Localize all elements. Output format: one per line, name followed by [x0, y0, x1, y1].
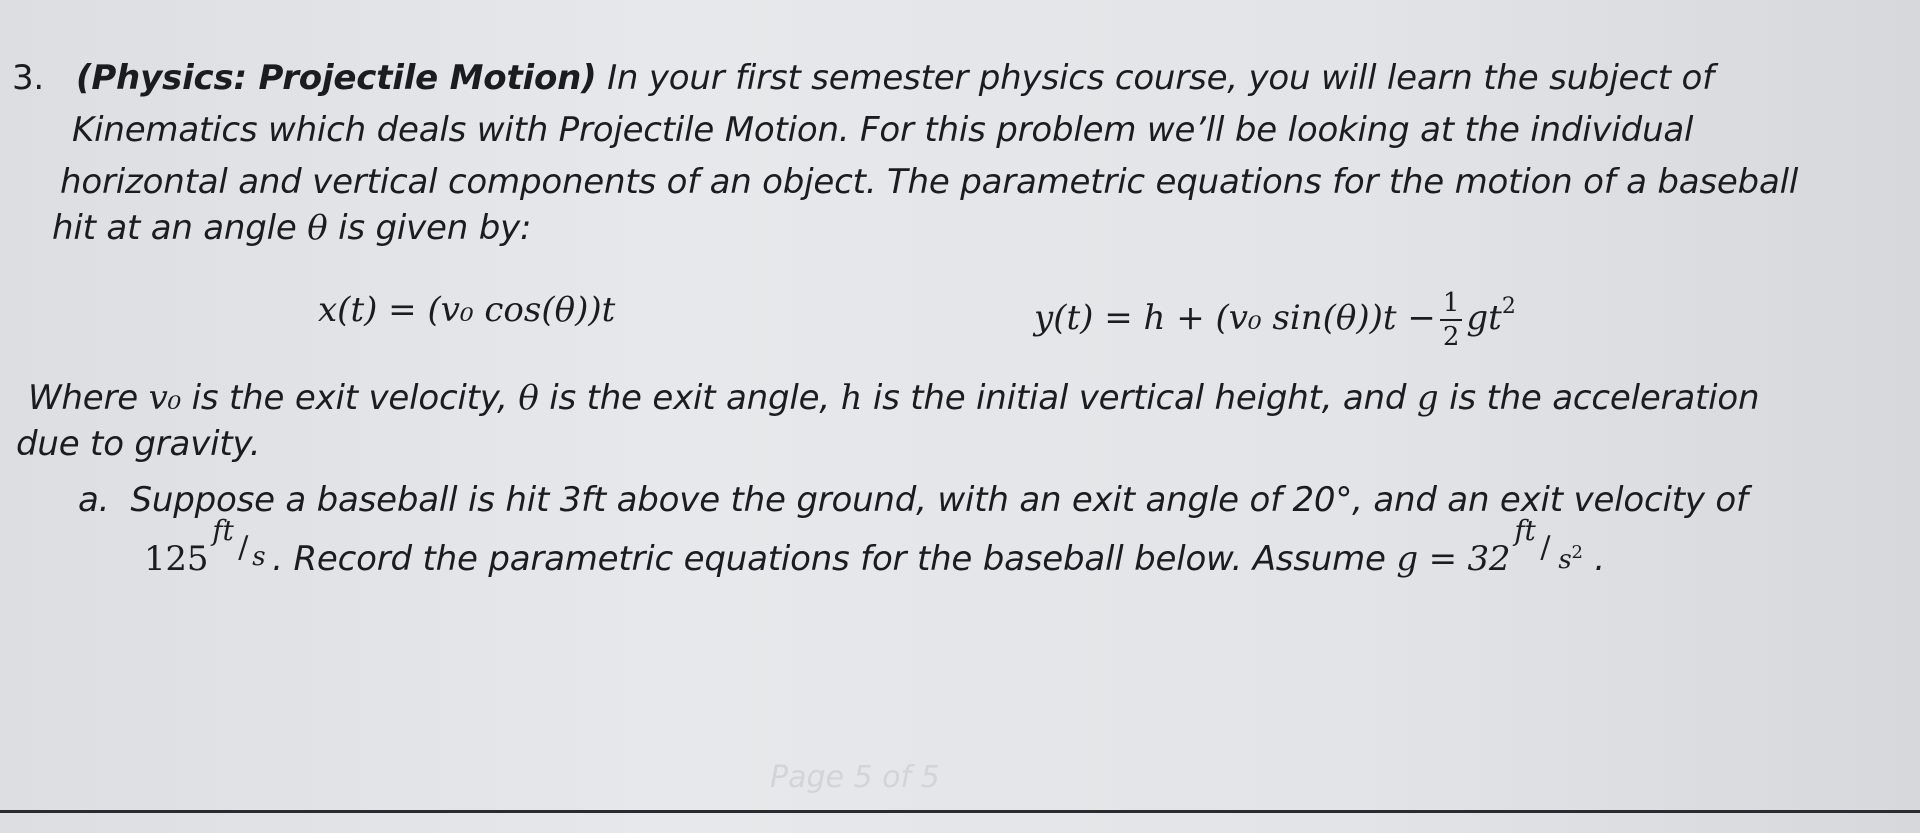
theta-symbol: θ [307, 208, 328, 248]
page-footer: Page 5 of 5 [770, 760, 940, 795]
fraction-numerator: 1 [1440, 290, 1463, 321]
ft-per-s2-unit [1510, 514, 1594, 575]
def-text-2: is the exit velocity, [181, 378, 519, 418]
problem-intro-line-3: horizontal and vertical components of an object. The parametric equations for the motion of a baseball [60, 162, 1799, 202]
part-a-line-2 [144, 514, 1605, 579]
problem-intro-line-1 [76, 58, 1714, 98]
ft-per-s-unit [208, 514, 272, 572]
definitions-line-2: due to gravity. [16, 424, 261, 464]
y-equation [1034, 290, 1516, 350]
part-a-text-1: Suppose a baseball is hit 3ft above the ground, with an exit angle of 20°, and an exit velocity of [130, 480, 1748, 520]
g-symbol: g [1416, 378, 1439, 418]
def-text-5: is the acceleration [1438, 378, 1760, 418]
unit2-exponent: 2 [1571, 542, 1583, 563]
unit-numerator: ft [212, 514, 234, 547]
v0-symbol: v₀ [148, 378, 182, 418]
unit2-slash: / [1540, 530, 1551, 565]
unit-slash: / [238, 530, 249, 565]
definitions-line-1 [28, 378, 1759, 418]
y-equation-right: gt [1466, 298, 1502, 338]
def-text-1: Where [28, 378, 149, 418]
part-a-label: a. [78, 480, 110, 520]
def-text-4: is the initial vertical height, and [862, 378, 1417, 418]
velocity-value: 125 [144, 539, 209, 579]
intro-text-1: In your first semester physics course, you will learn the subject of [596, 58, 1714, 98]
theta-symbol-2: θ [518, 378, 539, 418]
part-a-line-1 [78, 480, 1748, 520]
g-equation: g = 32 [1396, 539, 1511, 579]
page-divider [0, 810, 1920, 813]
problem-number: 3. [12, 58, 45, 98]
one-half-fraction [1440, 290, 1463, 350]
unit2-denominator [1558, 542, 1582, 575]
y-equation-exponent: 2 [1501, 294, 1516, 319]
y-equation-left: y(t) = h + (v₀ sin(θ))t − [1034, 298, 1436, 338]
def-text-3: is the exit angle, [538, 378, 841, 418]
problem-intro-line-4 [52, 208, 531, 248]
x-equation: x(t) = (v₀ cos(θ))t [318, 290, 616, 330]
intro-text-4a: hit at an angle [52, 208, 308, 248]
fraction-denominator: 2 [1442, 322, 1460, 352]
problem-intro-line-2: Kinematics which deals with Projectile Motion. For this problem we’ll be looking at the individual [72, 110, 1694, 150]
part-a-end: . [1594, 539, 1605, 579]
h-symbol: h [840, 378, 863, 418]
unit2-denominator-base: s [1558, 545, 1572, 575]
problem-title: (Physics: Projectile Motion) [76, 58, 597, 98]
part-a-text-2: . Record the parametric equations for the baseball below. Assume [272, 539, 1397, 579]
intro-text-4b: is given by: [327, 208, 532, 248]
unit-denominator: s [252, 542, 266, 572]
unit2-numerator: ft [1514, 514, 1536, 547]
